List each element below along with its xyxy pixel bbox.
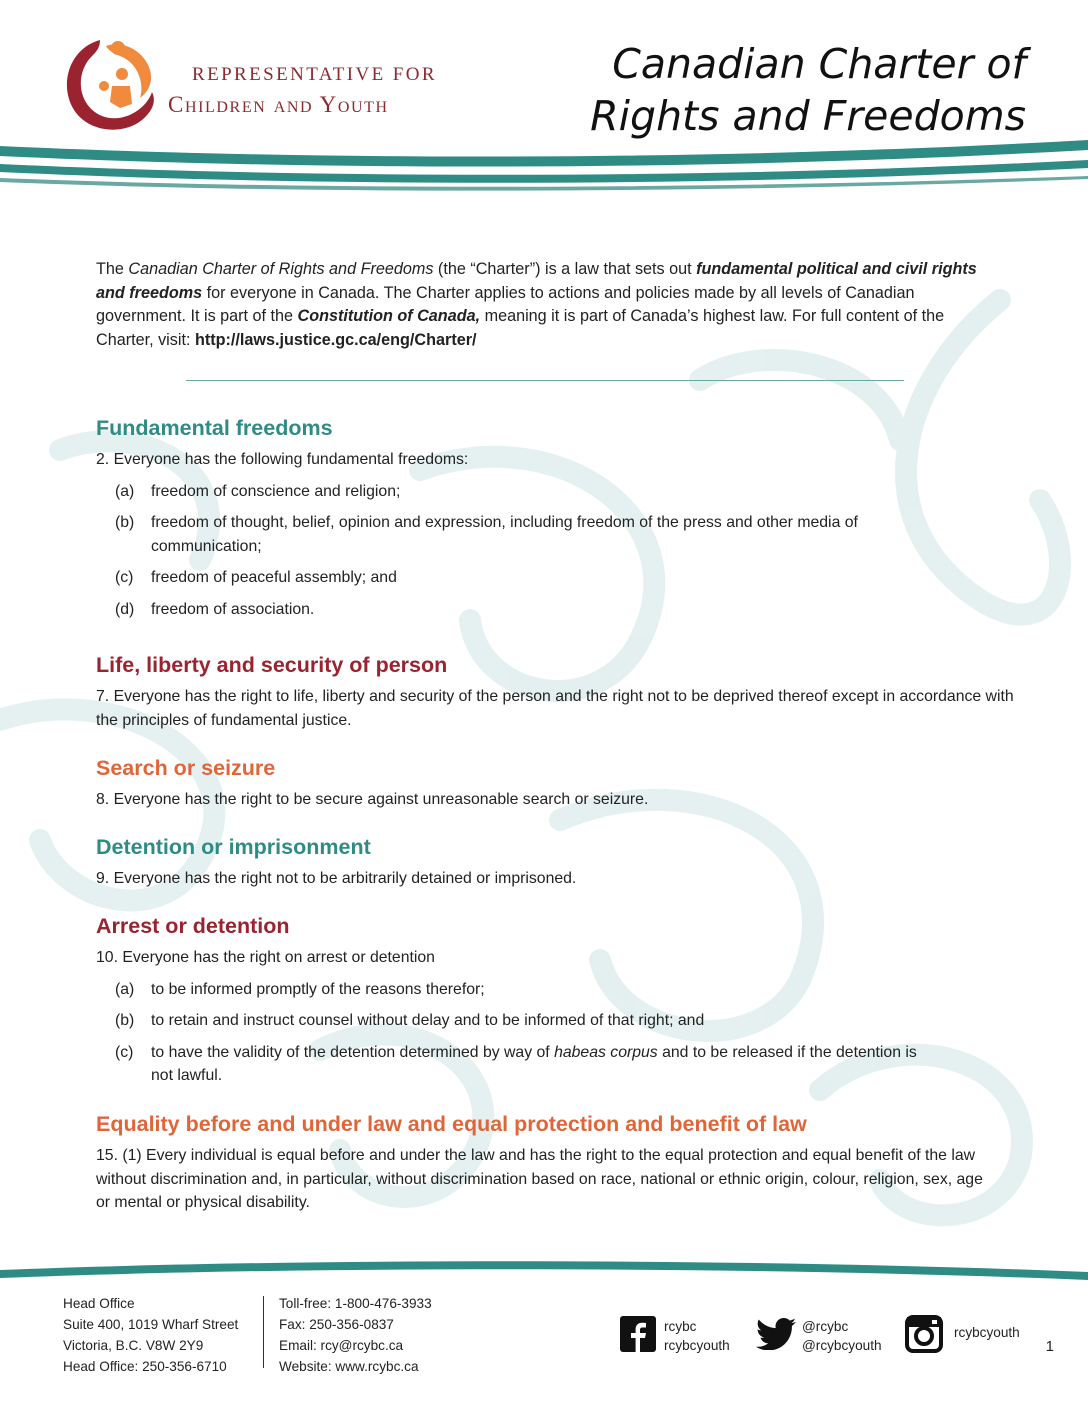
item-label: (b) [115,1012,135,1029]
footer-office [63,1293,238,1377]
section-life-liberty [96,651,1016,732]
item-label: (b) [115,514,135,531]
list-item [96,598,1016,622]
section-title: Life, liberty and security of person [96,653,448,677]
item-label: (a) [115,980,135,998]
twitter-link[interactable] [756,1318,796,1355]
section-title: Fundamental freedoms [96,416,333,440]
section-title: Search or seizure [96,756,276,780]
rcy-logo-mark [60,34,160,134]
item-text: freedom of association. [151,600,315,618]
section-body: 2. Everyone has the following fundamental freedoms: [96,451,469,468]
list-item [96,566,1016,590]
intro-text: The [96,260,129,278]
twitter-handle: @rcybcyouth [802,1337,882,1353]
charter-name-italic: Canadian Charter of Rights and Freedoms [128,260,434,278]
footer-wave-band [0,1256,1088,1286]
org-name-line2: Children and Youth [168,92,389,117]
facebook-handle: rcybc [664,1319,697,1334]
intro-text: (the “Charter”) is a law that sets out [433,260,697,278]
list-item [96,1041,1016,1088]
item-text: to retain and instruct counsel without delay and to be informed of that right; and [151,1012,705,1029]
title-line-1: Canadian Charter of [612,40,1026,88]
section-equality [96,1110,1016,1215]
item-text-part: and to be released if the detention is not lawful. [151,1043,917,1084]
office-city: Victoria, B.C. V8W 2Y9 [63,1338,204,1353]
section-title: Arrest or detention [96,914,290,938]
office-heading: Head Office [63,1296,135,1311]
instagram-link[interactable] [905,1315,943,1358]
twitter-handles [802,1318,882,1355]
facebook-handles [664,1318,730,1355]
section-body: 15. (1) Every individual is equal before and under the law and has the right to the equal protection and equal benefit of the law without discrimination and, in particular, without discrimination based on race, national or ethnic origin, colour, religion, sex, age or mental or physical disability. [96,1147,983,1211]
document-title [556,38,1026,142]
instagram-icon [905,1315,943,1353]
toll-free: Toll-free: 1-800-476-3933 [279,1296,432,1311]
list-item [96,978,1016,1002]
twitter-icon [756,1318,796,1350]
email-link[interactable]: Email: rcy@rcybc.ca [279,1338,404,1353]
title-line-2: Rights and Freedoms [590,92,1026,140]
item-label: (c) [115,1043,134,1061]
intro-text: for everyone in Canada. The Charter applies to actions and policies made by all levels of Canadian government. It is part of the [96,283,915,325]
section-title: Equality before and under law and equal protection and benefit of law [96,1112,807,1136]
twitter-handle: @rcybc [802,1319,849,1334]
section-title: Detention or imprisonment [96,835,371,859]
section-body: 8. Everyone has the right to be secure against unreasonable search or seizure. [96,791,649,808]
facebook-link[interactable] [620,1316,656,1357]
footer-contact [279,1293,432,1377]
instagram-handle: rcybcyouth [954,1325,1020,1340]
section-detention-imprisonment [96,833,1016,891]
section-body: 9. Everyone has the right not to be arbitrarily detained or imprisoned. [96,870,577,887]
list-item [96,480,1016,504]
org-name-line1: REPRESENTATIVE FOR [192,64,437,85]
item-text: to be informed promptly of the reasons therefor; [151,980,485,998]
list-item [96,511,1016,558]
item-list [96,978,1016,1088]
org-logo [60,34,480,134]
intro-paragraph [96,258,996,352]
intro-emphasis: fundamental political and civil rights and freedoms [96,260,977,302]
footer-divider [263,1296,264,1368]
latin-term: habeas corpus [554,1043,658,1061]
website-link[interactable]: Website: www.rcybc.ca [279,1359,419,1374]
intro-text: meaning it is part of Canada’s highest law. For full content of the Charter, visit: [96,307,945,349]
section-body: 10. Everyone has the right on arrest or detention [96,949,435,966]
section-search-seizure [96,754,1016,812]
section-divider [186,380,904,381]
item-text: freedom of peaceful assembly; and [151,569,397,586]
fax: Fax: 250-356-0837 [279,1317,394,1332]
item-label: (c) [115,569,134,586]
item-text [151,1041,941,1088]
office-phone: Head Office: 250-356-6710 [63,1359,227,1374]
page-number: 1 [1045,1338,1054,1355]
item-text-part: to have the validity of the detention determined by way of [151,1043,555,1061]
section-arrest-detention [96,912,1016,1096]
constitution-emphasis: Constitution of Canada, [297,307,481,325]
item-text: freedom of thought, belief, opinion and expression, including freedom of the press and other media of communication; [151,514,858,555]
facebook-handle: rcybcyouth [664,1337,730,1353]
section-body: 7. Everyone has the right to life, liberty and security of the person and the right not to be deprived thereof except in accordance with the principles of fundamental justice. [96,688,1014,729]
facebook-icon [620,1316,656,1352]
item-list [96,480,1016,622]
header-wave-band [0,138,1088,198]
section-fundamental-freedoms [96,414,1016,629]
item-text: freedom of conscience and religion; [151,482,401,500]
item-label: (d) [115,600,135,618]
item-label: (a) [115,482,135,500]
office-address: Suite 400, 1019 Wharf Street [63,1317,239,1332]
charter-link[interactable]: http://laws.justice.gc.ca/eng/Charter/ [194,330,477,349]
list-item [96,1009,1016,1033]
